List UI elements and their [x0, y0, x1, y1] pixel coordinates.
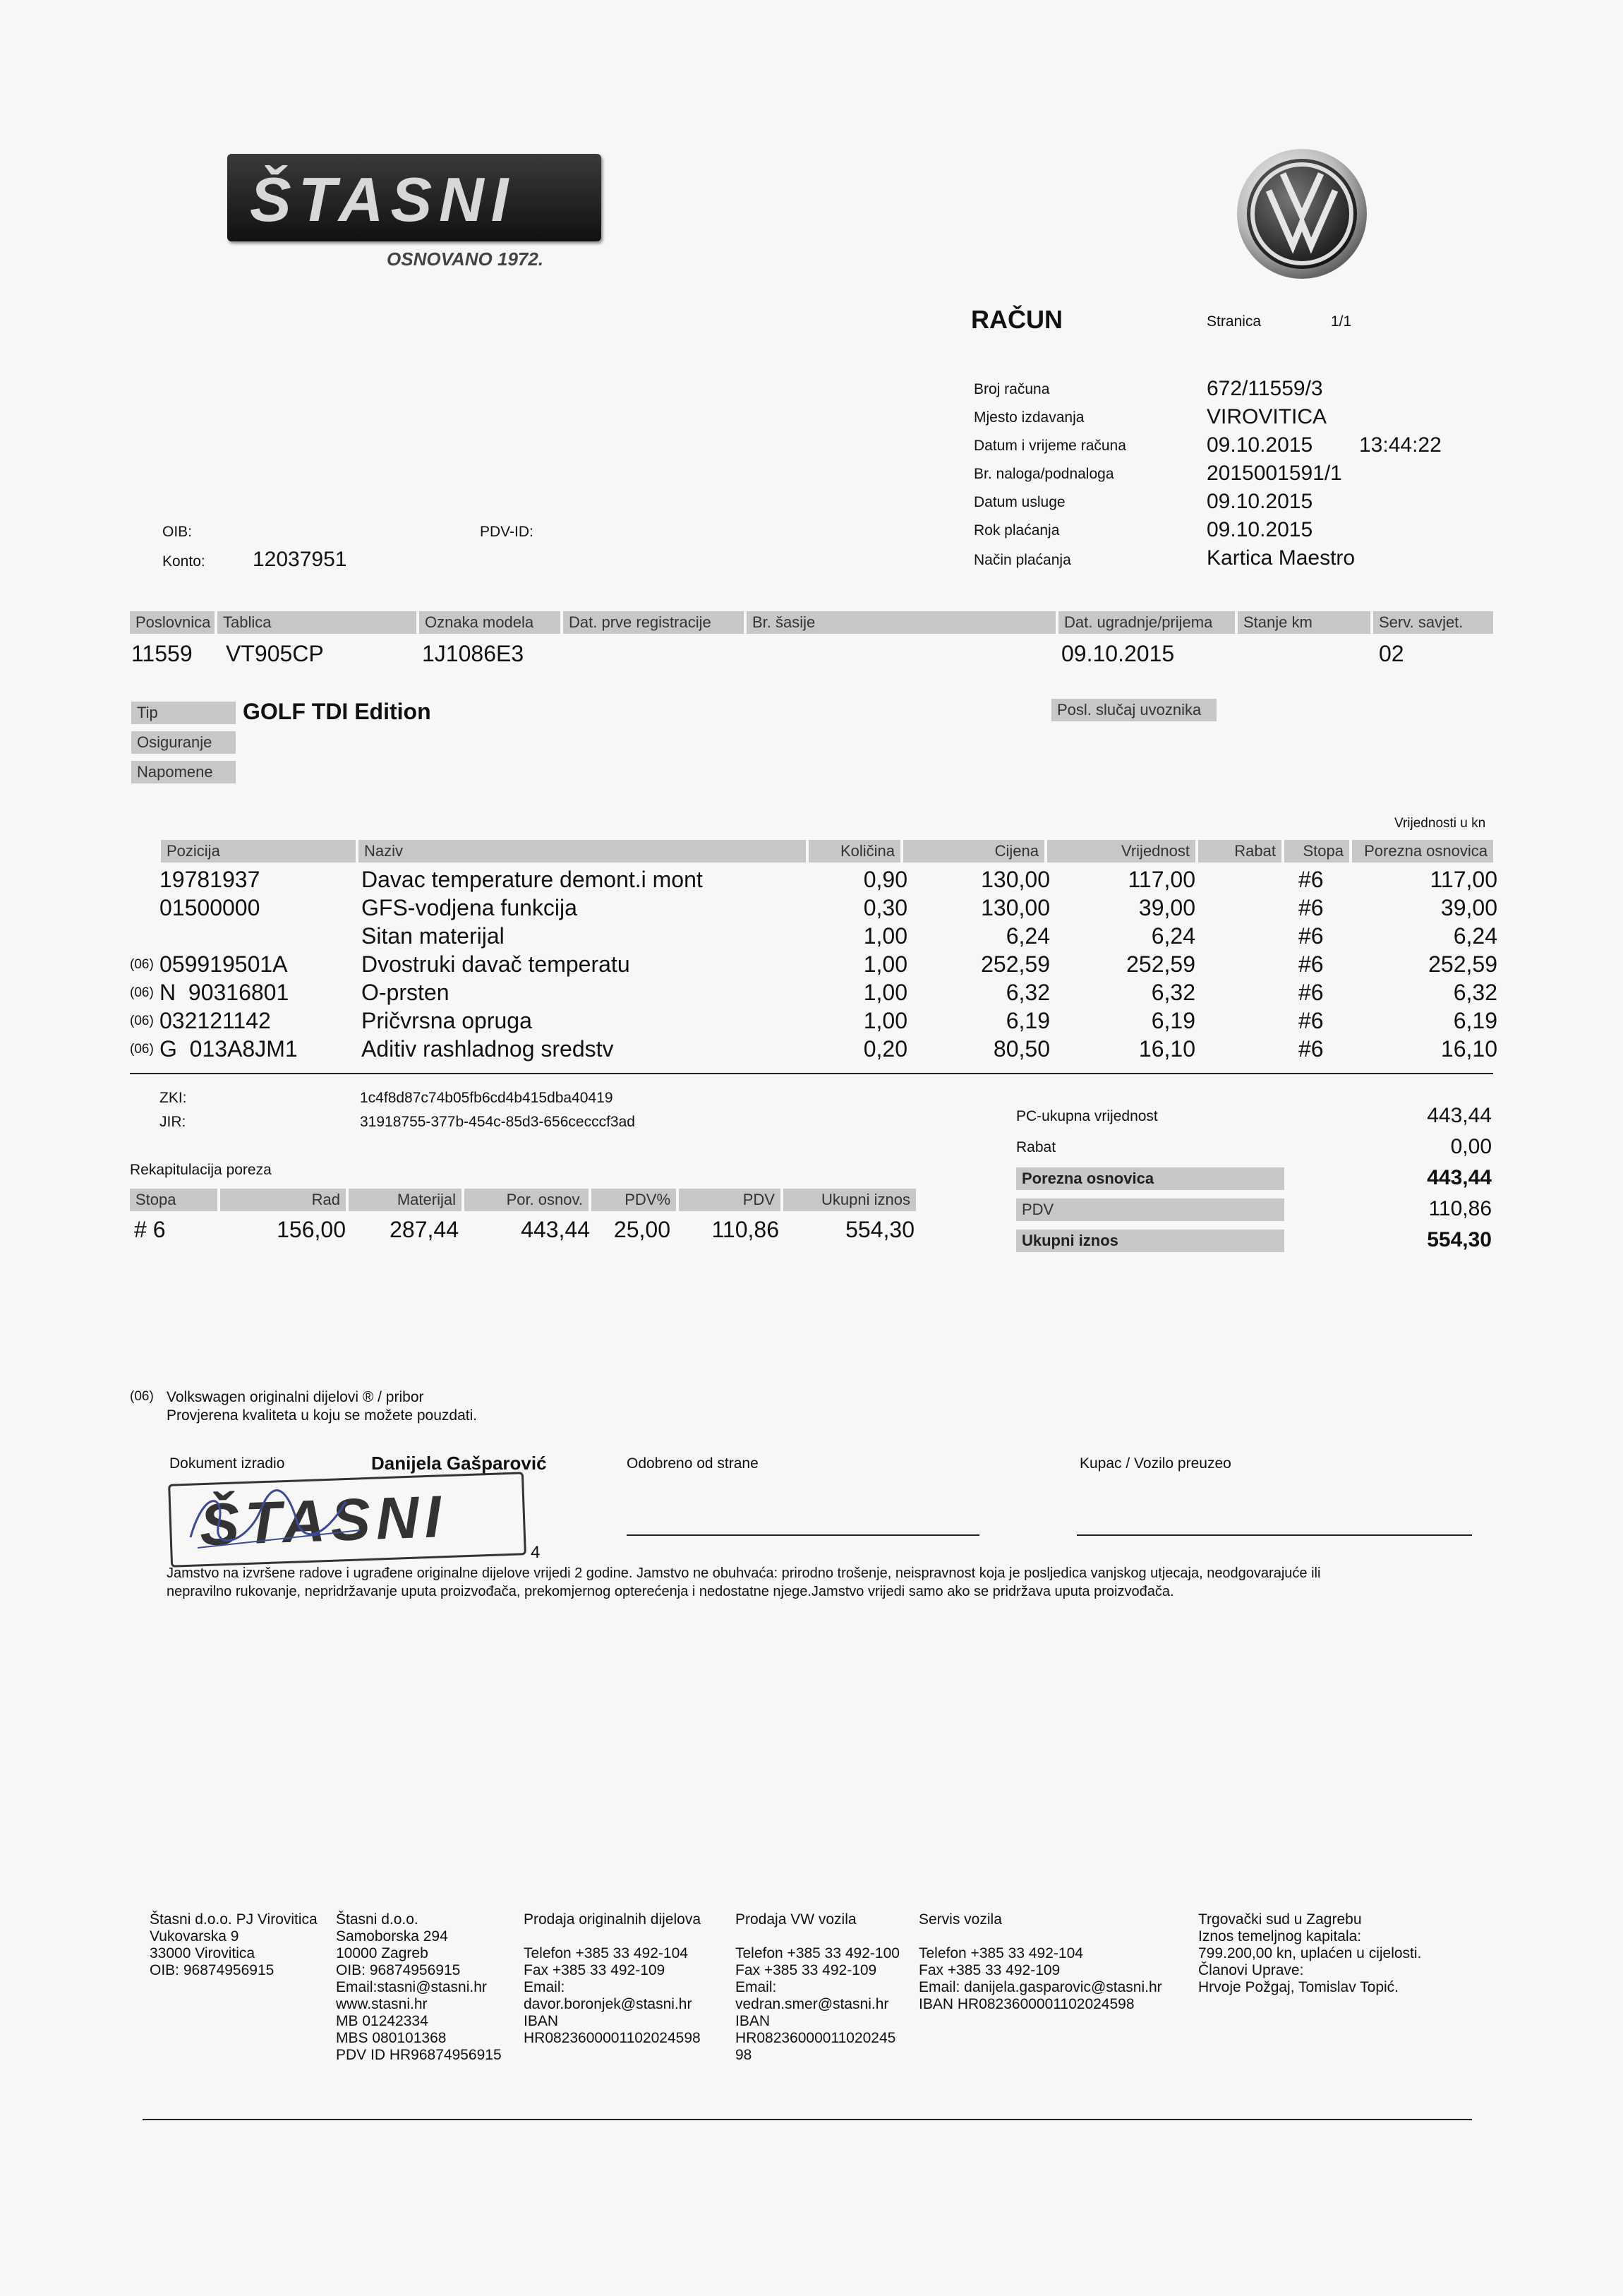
items-bottom-rule	[130, 1073, 1493, 1074]
item-name: O-prsten	[361, 980, 450, 1005]
recap-labor: 156,00	[277, 1217, 346, 1242]
notes-line: Provjerena kvaliteta u koju se možete pouzdati.	[167, 1407, 478, 1424]
meta-label: Rok plaćanja	[974, 522, 1060, 539]
item-position: 19781937	[159, 867, 260, 892]
meta-label: Datum usluge	[974, 494, 1066, 510]
document-title: RAČUN	[971, 305, 1063, 334]
recap-header: PDV%	[591, 1189, 676, 1211]
page-value: 1/1	[1331, 313, 1352, 330]
footer-column: Štasni d.o.o. PJ Virovitica Vukovarska 9 33000 Virovitica OIB: 96874956915	[150, 1911, 318, 1978]
brand-name: ŠTASNI	[250, 164, 516, 234]
items-header: Naziv	[358, 840, 806, 862]
item-value: 16,10	[1138, 1036, 1195, 1062]
meta-value: VIROVITICA	[1207, 405, 1327, 428]
meta-label: Mjesto izdavanja	[974, 409, 1085, 426]
signature-line-approved	[627, 1534, 979, 1536]
stasni-logo	[227, 154, 601, 241]
meta-value: 09.10.2015	[1207, 518, 1313, 541]
meta-label: Br. naloga/podnaloga	[974, 466, 1114, 482]
item-value: 39,00	[1138, 895, 1195, 920]
item-price: 252,59	[981, 951, 1050, 977]
items-header: Rabat	[1198, 840, 1281, 862]
item-tax-base: 252,59	[1428, 951, 1497, 977]
plate-value: VT905CP	[226, 641, 324, 666]
item-price: 6,32	[1006, 980, 1050, 1005]
item-qty: 1,00	[863, 951, 907, 977]
item-value: 6,32	[1151, 980, 1195, 1005]
signature-line-buyer	[1077, 1534, 1472, 1536]
total-label: PDV	[1016, 1198, 1284, 1221]
service-advisor-value: 02	[1379, 641, 1404, 666]
tip-label: Tip	[131, 702, 236, 724]
total-value: 0,00	[1450, 1135, 1492, 1158]
meta-value: 2015001591/1	[1207, 462, 1342, 485]
recap-material: 287,44	[390, 1217, 459, 1242]
zki-label: ZKI:	[159, 1090, 187, 1106]
volkswagen-logo-icon	[1235, 147, 1369, 281]
item-price: 6,19	[1006, 1008, 1050, 1033]
model-code-value: 1J1086E3	[422, 641, 524, 666]
table-row	[0, 867, 1623, 895]
items-header: Vrijednost	[1047, 840, 1195, 862]
stamp-brand: ŠTASNI	[198, 1483, 448, 1558]
item-name: Davac temperature demont.i mont	[361, 867, 703, 892]
meta-label: Način plaćanja	[974, 552, 1071, 568]
item-tax-base: 6,32	[1453, 980, 1497, 1005]
total-value: 443,44	[1427, 1166, 1492, 1189]
zki-value: 1c4f8d87c74b05fb6cd4b415dba40419	[360, 1090, 613, 1106]
item-qty: 1,00	[863, 1008, 907, 1033]
meta-time: 13:44:22	[1359, 433, 1442, 457]
meta-value: Kartica Maestro	[1207, 546, 1356, 570]
item-value: 117,00	[1128, 867, 1195, 892]
recap-header: Rad	[220, 1189, 346, 1211]
pdv-id-label: PDV-ID:	[480, 524, 533, 540]
origin-tag: (06)	[130, 957, 154, 972]
vehicle-header: Oznaka modela	[419, 611, 560, 634]
konto-value: 12037951	[253, 548, 347, 571]
install-date-value: 09.10.2015	[1061, 641, 1175, 666]
vehicle-header: Stanje km	[1238, 611, 1370, 634]
jir-label: JIR:	[159, 1114, 186, 1130]
item-tax-rate: #6	[1298, 895, 1324, 920]
item-qty: 1,00	[863, 923, 907, 949]
made-by-name: Danijela Gašparović	[371, 1453, 547, 1474]
footer-column: Prodaja originalnih dijelova Telefon +385 33 492-104 Fax +385 33 492-109 Email: davor.boronjek@stasni.hr IBAN HR0823600001102024598	[524, 1911, 701, 2046]
vehicle-header: Br. šasije	[747, 611, 1056, 634]
meta-value: 672/11559/3	[1207, 377, 1323, 400]
item-name: Sitan materijal	[361, 923, 505, 949]
vehicle-header: Dat. ugradnje/prijema	[1058, 611, 1235, 634]
item-tax-base: 6,19	[1453, 1008, 1497, 1033]
notes-tag: (06)	[130, 1389, 154, 1404]
footer-column: Servis vozila Telefon +385 33 492-104 Fax +385 33 492-109 Email: danijela.gasparovic@stasni.hr IBAN HR0823600001102024598	[919, 1911, 1162, 2012]
tip-value: GOLF TDI Edition	[243, 699, 431, 724]
items-header: Porezna osnovica	[1352, 840, 1493, 862]
signature-scribble-icon	[176, 1481, 381, 1558]
recap-row	[0, 1217, 1623, 1245]
item-tax-rate: #6	[1298, 867, 1324, 892]
jir-value: 31918755-377b-454c-85d3-656cecccf3ad	[360, 1114, 635, 1130]
total-label: Ukupni iznos	[1016, 1230, 1284, 1252]
item-tax-rate: #6	[1298, 923, 1324, 949]
vehicle-header: Serv. savjet.	[1373, 611, 1493, 634]
item-tax-rate: #6	[1298, 980, 1324, 1005]
item-tax-base: 117,00	[1430, 867, 1497, 892]
item-price: 130,00	[981, 867, 1050, 892]
insurance-label: Osiguranje	[131, 731, 236, 754]
meta-value: 09.10.2015	[1207, 490, 1313, 513]
footer-column: Trgovački sud u Zagrebu Iznos temeljnog kapitala: 799.200,00 kn, uplaćen u cijelosti. Članovi Uprave: Hrvoje Požgaj, Tomislav Topić.	[1198, 1911, 1422, 1995]
recap-header: Stopa	[130, 1189, 217, 1211]
item-price: 80,50	[993, 1036, 1050, 1062]
item-tax-base: 39,00	[1440, 895, 1497, 920]
table-row	[0, 1036, 1623, 1064]
page-label: Stranica	[1207, 313, 1262, 330]
item-qty: 0,20	[863, 1036, 907, 1062]
origin-tag: (06)	[130, 1014, 154, 1028]
notes-label: Napomene	[131, 761, 236, 783]
meta-label: Datum i vrijeme računa	[974, 438, 1126, 454]
total-value: 110,86	[1428, 1197, 1492, 1220]
item-tax-rate: #6	[1298, 1008, 1324, 1033]
items-header: Količina	[809, 840, 900, 862]
importer-case-label: Posl. slučaj uvoznika	[1051, 699, 1217, 721]
items-header: Stopa	[1284, 840, 1349, 862]
item-value: 252,59	[1126, 951, 1195, 977]
recap-header: Por. osnov.	[464, 1189, 589, 1211]
recap-header: Ukupni iznos	[783, 1189, 916, 1211]
total-value: 443,44	[1427, 1104, 1492, 1127]
footer-rule	[143, 2119, 1472, 2120]
item-tax-rate: #6	[1298, 951, 1324, 977]
warranty-text: Jamstvo na izvršene radove i ugrađene originalne dijelove vrijedi 2 godine. Jamstvo ne obuhvaća: prirodno trošenje, neispravnost koja je posljedica vanjskog utjecaja, neodgovarajuće ili	[167, 1565, 1321, 1581]
recap-vat-percent: 25,00	[613, 1217, 670, 1242]
item-name: Dvostruki davač temperatu	[361, 951, 630, 977]
recap-total: 554,30	[845, 1217, 915, 1242]
item-tax-base: 6,24	[1453, 923, 1497, 949]
footer-column: Štasni d.o.o. Samoborska 294 10000 Zagreb OIB: 96874956915 Email:stasni@stasni.hr www.stasni.hr MB 01242334 MBS 080101368 PDV ID HR96874956915	[336, 1911, 502, 2063]
item-tax-base: 16,10	[1440, 1036, 1497, 1062]
item-position: 01500000	[159, 895, 260, 920]
table-row	[0, 951, 1623, 980]
poslovnica-value: 11559	[131, 641, 193, 666]
item-qty: 0,90	[863, 867, 907, 892]
item-qty: 1,00	[863, 980, 907, 1005]
table-row	[0, 980, 1623, 1008]
total-label: PC-ukupna vrijednost	[1016, 1108, 1158, 1124]
recap-rate: # 6	[134, 1217, 166, 1242]
made-by-label: Dokument izradio	[169, 1455, 285, 1472]
table-row	[0, 923, 1623, 951]
vehicle-header: Dat. prve registracije	[563, 611, 744, 634]
items-header: Cijena	[903, 840, 1044, 862]
recap-tax-base: 443,44	[521, 1217, 590, 1242]
tax-recap-title: Rekapitulacija poreza	[130, 1162, 272, 1178]
footer-column: Prodaja VW vozila Telefon +385 33 492-100 Fax +385 33 492-109 Email: vedran.smer@stasni.hr IBAN HR08236000011020245 98	[735, 1911, 900, 2063]
buyer-label: Kupac / Vozilo preuzeo	[1080, 1455, 1231, 1472]
items-header: Pozicija	[161, 840, 356, 862]
values-note: Vrijednosti u kn	[1394, 816, 1486, 831]
item-position: N 90316801	[159, 980, 289, 1005]
item-price: 130,00	[981, 895, 1050, 920]
item-name: GFS-vodjena funkcija	[361, 895, 577, 920]
meta-value: 09.10.2015	[1207, 433, 1313, 457]
item-price: 6,24	[1006, 923, 1050, 949]
recap-header: PDV	[679, 1189, 780, 1211]
recap-vat: 110,86	[711, 1217, 779, 1242]
item-value: 6,24	[1151, 923, 1195, 949]
item-qty: 0,30	[863, 895, 907, 920]
konto-label: Konto:	[162, 553, 205, 570]
stamp-number: 4	[531, 1543, 541, 1562]
brand-tagline: OSNOVANO 1972.	[387, 248, 544, 270]
item-position: 059919501A	[159, 951, 288, 977]
item-position: 032121142	[159, 1008, 271, 1033]
origin-tag: (06)	[130, 985, 154, 1000]
item-position: G 013A8JM1	[159, 1036, 298, 1062]
total-label: Rabat	[1016, 1139, 1056, 1155]
origin-tag: (06)	[130, 1042, 154, 1057]
table-row	[0, 895, 1623, 923]
item-tax-rate: #6	[1298, 1036, 1324, 1062]
recap-header: Materijal	[349, 1189, 461, 1211]
vehicle-header: Poslovnica	[130, 611, 215, 634]
meta-label: Broj računa	[974, 381, 1050, 397]
warranty-text: nepravilno rukovanje, nepridržavanje uputa proizvođača, prekomjernog opterećenja i nedostatne njege.Jamstvo vrijedi samo ako se pridržava uputa proizvođača.	[167, 1584, 1174, 1599]
table-row	[0, 1008, 1623, 1036]
item-name: Aditiv rashladnog sredstv	[361, 1036, 614, 1062]
item-value: 6,19	[1151, 1008, 1195, 1033]
vehicle-header: Tablica	[217, 611, 416, 634]
item-name: Pričvrsna opruga	[361, 1008, 532, 1033]
total-value: 554,30	[1427, 1228, 1492, 1251]
notes-line: Volkswagen originalni dijelovi ® / pribor	[167, 1389, 424, 1405]
oib-label: OIB:	[162, 524, 193, 540]
total-label: Porezna osnovica	[1016, 1167, 1284, 1190]
approved-by-label: Odobreno od strane	[627, 1455, 759, 1472]
